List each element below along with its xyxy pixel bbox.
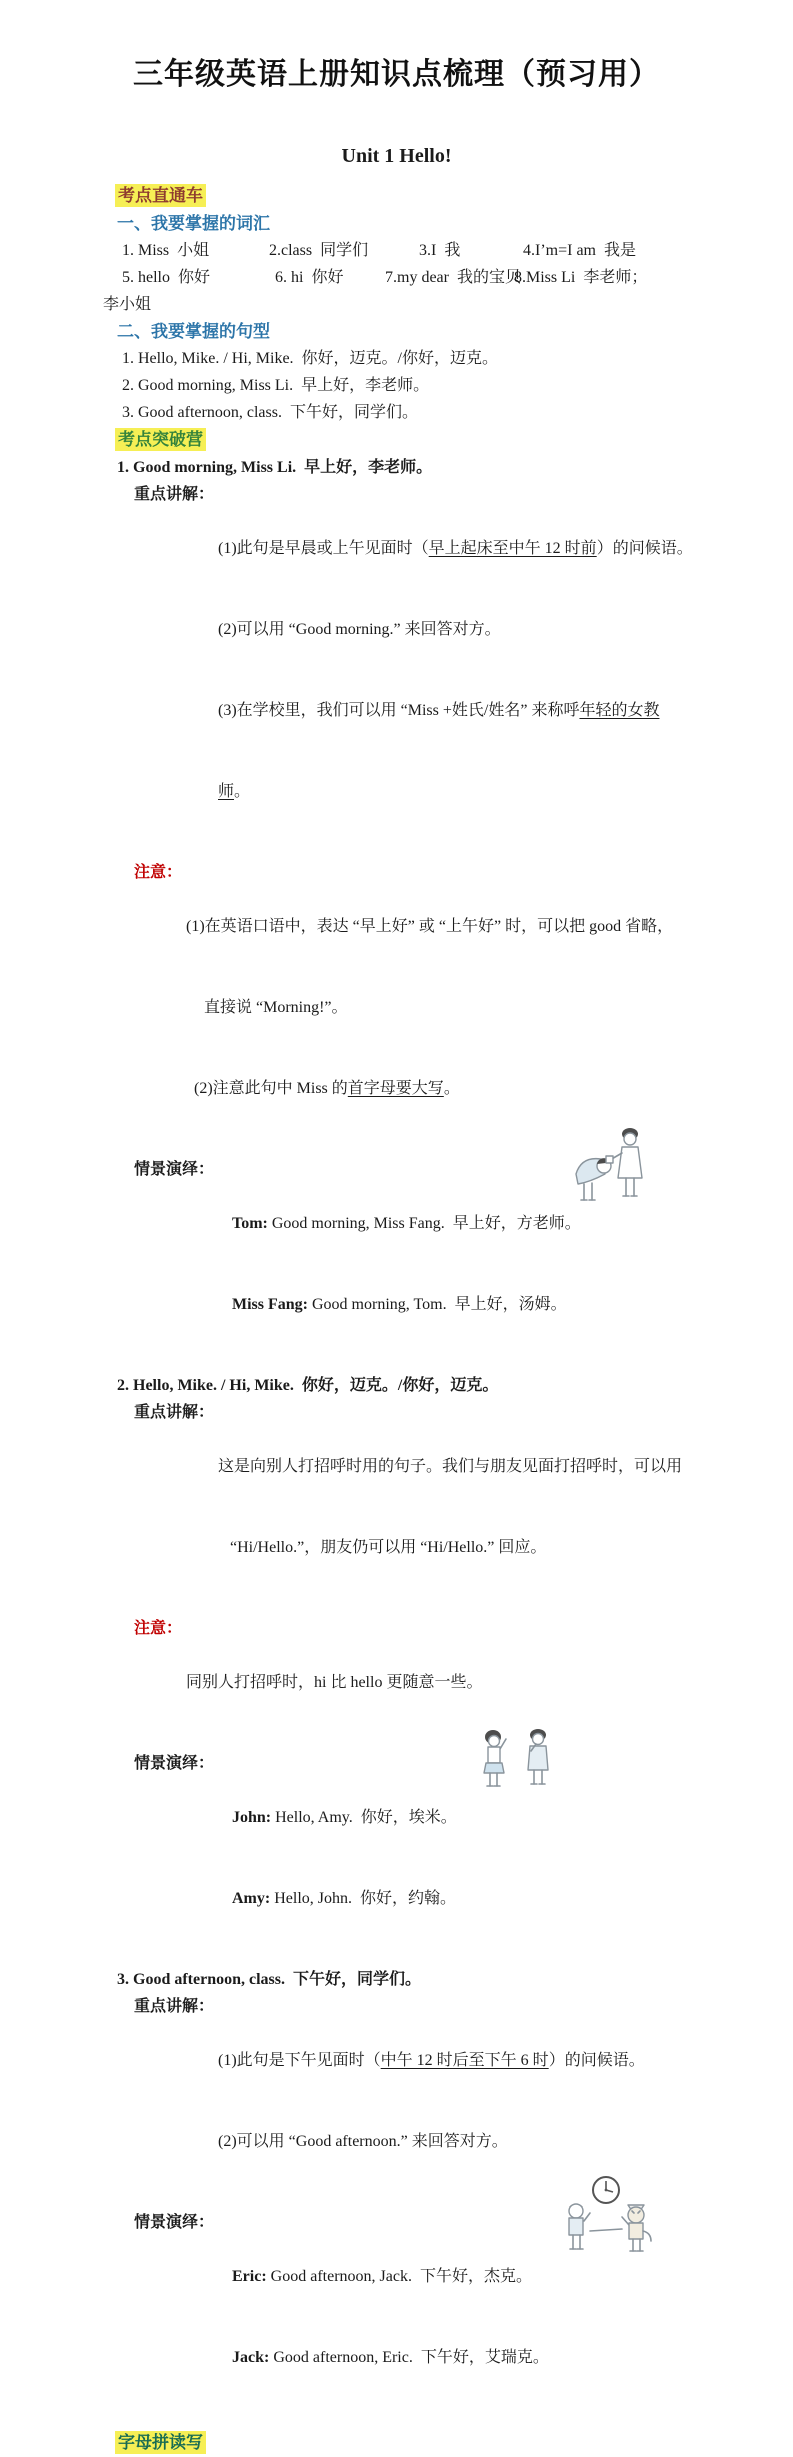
underlined-text: 早上起床至中午 12 时前	[428, 540, 597, 557]
speaker-name: Miss Fang:	[232, 1296, 308, 1313]
notice-line: 直接说 “Morning!”。	[204, 999, 348, 1016]
notice-label: 注意：	[134, 864, 183, 881]
student-bowing-to-teacher-illustration	[558, 1122, 658, 1214]
point-1-explain	[117, 481, 757, 859]
explain-label: 重点讲解：	[134, 1998, 215, 2015]
speaker-name: Eric:	[232, 2268, 267, 2285]
two-children-greeting-illustration	[468, 1726, 568, 1801]
vocab-item: 3.I 我	[419, 242, 461, 259]
vocab-item: 1. Miss 小姐	[122, 242, 210, 259]
scene-label: 情景演绎：	[134, 1161, 215, 1178]
explain-line: 这是向别人打招呼时用的句子。我们与朋友见面打招呼时，可以用	[218, 1458, 683, 1475]
vocab-row-1	[117, 237, 757, 264]
point-1-notice	[117, 859, 757, 1156]
scene-label: 情景演绎：	[134, 1755, 215, 1772]
point-1-heading: 1. Good morning, Miss Li. 早上好，李老师。	[117, 459, 433, 476]
point-1-scene	[117, 1156, 757, 1372]
dialog-line: Miss Fang: Good morning, Tom. 早上好，汤姆。	[232, 1296, 567, 1313]
explain-label: 重点讲解：	[134, 486, 215, 503]
explain-line: (3)在学校里，我们可以用 “Miss +姓氏/姓名” 来称呼年轻的女教	[218, 702, 660, 719]
dialog-line: Eric: Good afternoon, Jack. 下午好，杰克。	[232, 2268, 532, 2285]
pattern-item: 3. Good afternoon, class. 下午好，同学们。	[122, 404, 418, 421]
notice-label: 注意：	[134, 1620, 183, 1637]
speaker-name: John:	[232, 1809, 272, 1826]
pattern-item: 2. Good morning, Miss Li. 早上好，李老师。	[122, 377, 430, 394]
point-2-notice	[117, 1615, 757, 1750]
vocab-overflow: 李小姐	[103, 296, 152, 313]
explain-label: 重点讲解：	[134, 1404, 215, 1421]
point-3-scene	[117, 2209, 757, 2425]
vocab-item: 2.class 同学们	[269, 242, 369, 259]
speaker-name: Jack:	[232, 2349, 270, 2366]
dialog-line: Tom: Good morning, Miss Fang. 早上好，方老师。	[232, 1215, 581, 1232]
point-2	[117, 1372, 757, 1966]
point-2-scene	[117, 1750, 757, 1966]
vocab-item: 6. hi 你好	[275, 269, 344, 286]
document-body	[103, 182, 757, 2457]
vocab-row-2	[117, 264, 757, 291]
notice-line: (1)在英语口语中，表达 “早上好” 或 “上午好” 时，可以把 good 省略，	[186, 918, 674, 935]
explain-line: (2)可以用 “Good morning.” 来回答对方。	[218, 621, 501, 638]
underlined-text: 年轻的女教	[579, 702, 660, 719]
vocab-item: 8.Miss Li 李老师；	[514, 269, 648, 286]
section-badge-breakthrough-camp: 考点突破营	[115, 428, 206, 451]
explain-line: (2)可以用 “Good afternoon.” 来回答对方。	[218, 2133, 508, 2150]
point-2-explain	[117, 1399, 757, 1615]
notice-line: (2)注意此句中 Miss 的首字母要大写。	[194, 1080, 460, 1097]
point-1	[117, 454, 757, 1372]
boy-and-tiger-waving-under-clock-illustration	[556, 2173, 662, 2261]
dialog-line: John: Hello, Amy. 你好，埃米。	[232, 1809, 457, 1826]
underlined-text: 中午 12 时后至下午 6 时	[380, 2052, 549, 2069]
section-badge-exam-express: 考点直通车	[115, 184, 206, 207]
explain-line: 师。	[218, 783, 251, 800]
speaker-name: Amy:	[232, 1890, 271, 1907]
point-3-heading: 3. Good afternoon, class. 下午好，同学们。	[117, 1971, 422, 1988]
section-badge-letter-spelling: 字母拼读写	[115, 2431, 206, 2454]
notice-line: 同别人打招呼时，hi 比 hello 更随意一些。	[186, 1674, 483, 1691]
badge-row-letter-spelling	[115, 2429, 757, 2457]
underlined-text: 师	[218, 783, 235, 800]
explain-line: (1)此句是下午见面时（中午 12 时后至下午 6 时）的问候语。	[218, 2052, 645, 2069]
point-3	[117, 1966, 757, 2425]
explain-line: (1)此句是早晨或上午见面时（早上起床至中午 12 时前）的问候语。	[218, 540, 693, 557]
vocab-item: 5. hello 你好	[122, 269, 210, 286]
dialog-line: Amy: Hello, John. 你好，约翰。	[232, 1890, 456, 1907]
underlined-text: 首字母要大写	[347, 1080, 444, 1097]
document-page	[0, 55, 793, 2452]
vocab-item: 7.my dear 我的宝贝	[385, 269, 521, 286]
vocab-heading: 一、我要掌握的词汇	[117, 214, 270, 233]
patterns-heading: 二、我要掌握的句型	[117, 322, 270, 341]
badge-row-breakthrough-camp	[115, 426, 757, 454]
pattern-item: 1. Hello, Mike. / Hi, Mike. 你好，迈克。/你好，迈克。	[122, 350, 498, 367]
vocab-item: 4.I’m=I am 我是	[523, 242, 637, 259]
unit-title: Unit 1 Hello!	[341, 145, 452, 167]
scene-label: 情景演绎：	[134, 2214, 215, 2231]
point-2-heading: 2. Hello, Mike. / Hi, Mike. 你好，迈克。/你好，迈克。	[117, 1377, 499, 1394]
speaker-name: Tom:	[232, 1215, 268, 1232]
dialog-line: Jack: Good afternoon, Eric. 下午好，艾瑞克。	[232, 2349, 549, 2366]
page-title: 三年级英语上册知识点梳理（预习用）	[133, 58, 660, 91]
badge-row-exam-express	[115, 182, 757, 210]
explain-line: “Hi/Hello.”，朋友仍可以用 “Hi/Hello.” 回应。	[230, 1539, 547, 1556]
